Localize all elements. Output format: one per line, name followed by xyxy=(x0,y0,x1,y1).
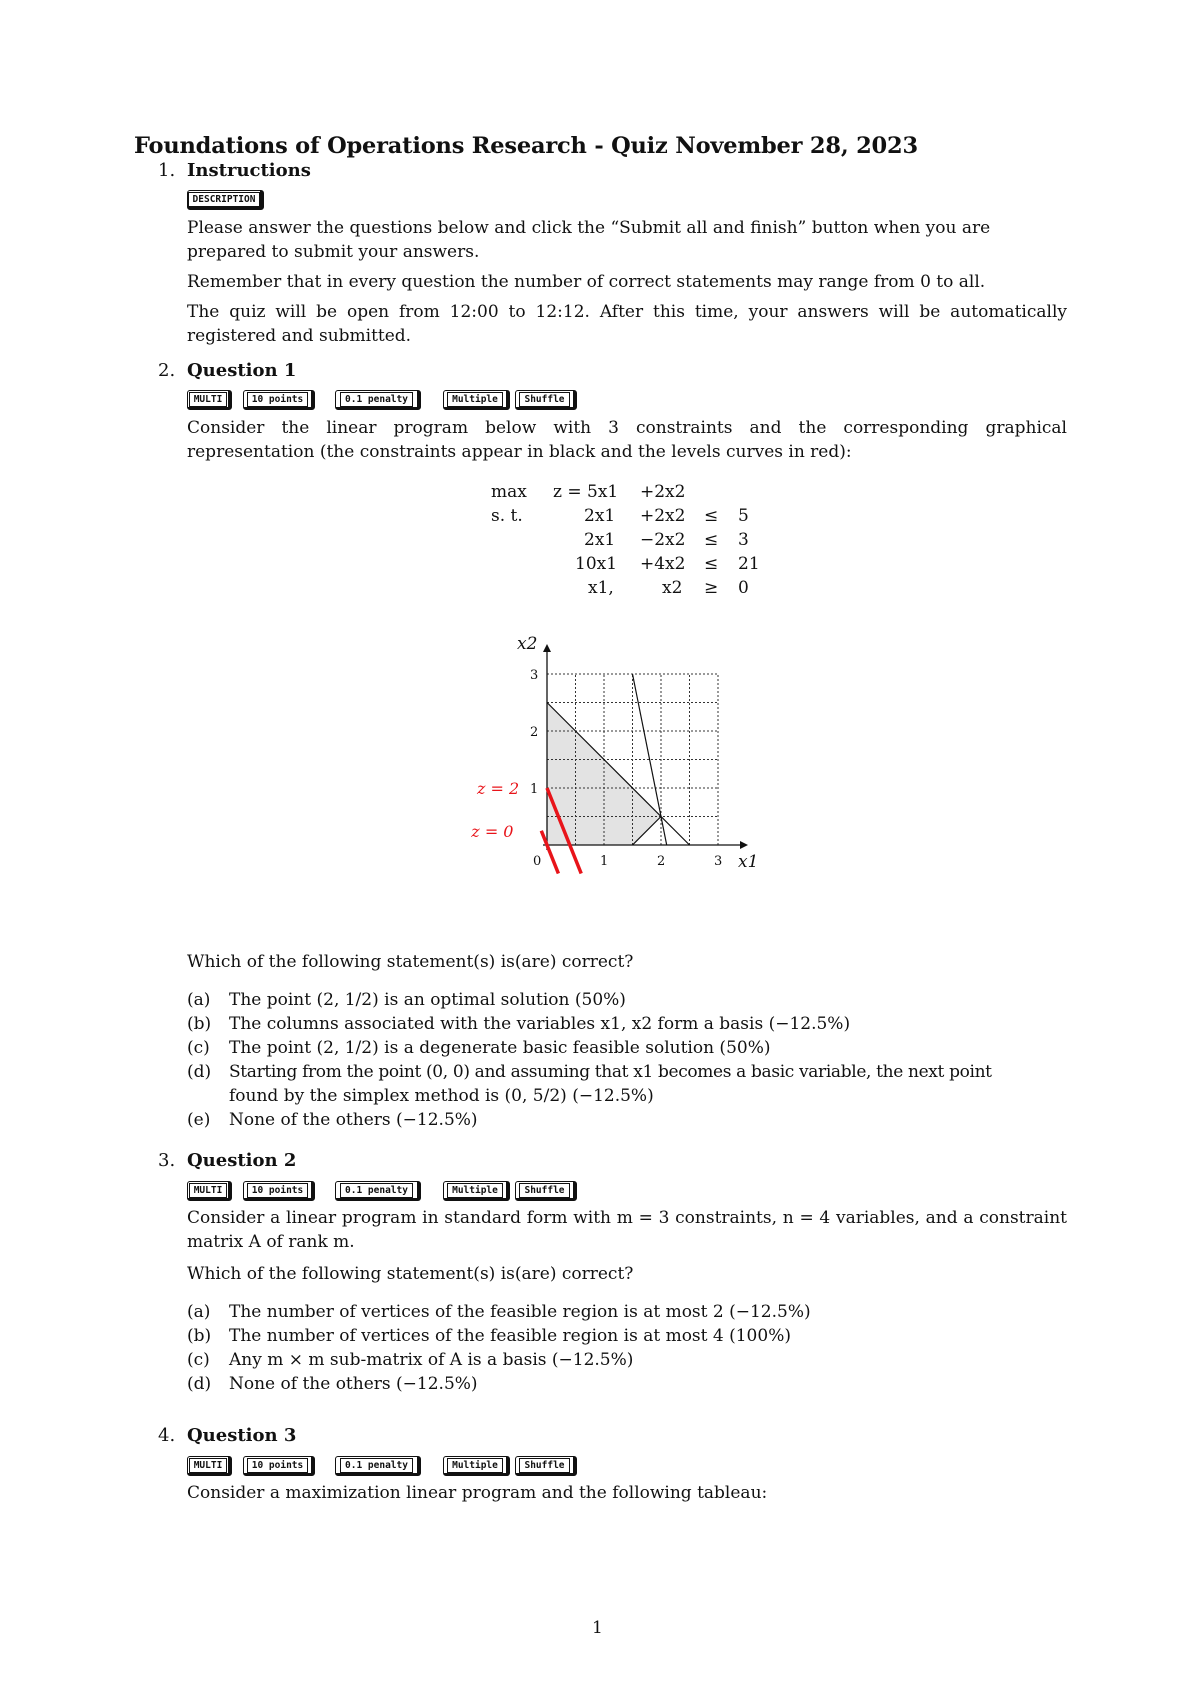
q1-option-b-label: (b) xyxy=(187,1014,212,1034)
q2-option-a xyxy=(187,1302,811,1322)
lp-row1-c2: +2x2 xyxy=(640,506,686,526)
page-title: Foundations of Operations Research - Quiz November 28, 2023 xyxy=(134,133,918,159)
type-badge-label: MULTI xyxy=(189,1458,228,1473)
question-1-prompt: Which of the following statement(s) is(are) correct? xyxy=(187,952,634,972)
lp-row4-rhs: 0 xyxy=(738,578,749,598)
penalty-badge xyxy=(335,1181,421,1201)
description-badge-label: DESCRIPTION xyxy=(188,192,261,207)
q1-option-c xyxy=(187,1038,771,1058)
q1-option-c-text: The point (2, 1/2) is a degenerate basic feasible solution (50%) xyxy=(229,1038,771,1058)
q1-option-e xyxy=(187,1110,478,1130)
lp-graphical-representation xyxy=(440,634,770,930)
shuffle-badge-label: Shuffle xyxy=(519,1458,569,1473)
lp-row3-c2: +4x2 xyxy=(640,554,686,574)
instructions-paragraph-2: Remember that in every question the number of correct statements may range from 0 to all. xyxy=(187,272,986,292)
y-axis-label: x2 xyxy=(517,634,538,654)
points-badge-label: 10 points xyxy=(247,1458,308,1473)
q2-option-c xyxy=(187,1350,634,1370)
type-badge xyxy=(187,1181,232,1201)
lp-row4-c1: x1, xyxy=(588,578,614,598)
q1-option-d-continued: found by the simplex method is (0, 5/2) (−12.5%) xyxy=(229,1086,654,1106)
penalty-badge xyxy=(335,1456,421,1476)
lp-st: s. t. xyxy=(491,506,523,526)
shuffle-badge-label: Shuffle xyxy=(519,1183,569,1198)
q1-option-d-label: (d) xyxy=(187,1062,212,1082)
section-1-title: Instructions xyxy=(187,160,311,181)
lp-row2-c1: 2x1 xyxy=(584,530,616,550)
points-badge-label: 10 points xyxy=(247,1183,308,1198)
multiple-badge-label: Multiple xyxy=(447,1458,503,1473)
q1-option-b xyxy=(187,1014,851,1034)
x-axis-label: x1 xyxy=(738,852,759,872)
q2-option-a-text: The number of vertices of the feasible region is at most 2 (−12.5%) xyxy=(229,1302,811,1322)
q1-option-d xyxy=(187,1062,992,1082)
instructions-paragraph-3: The quiz will be open from 12:00 to 12:12. After this time, your answers will be automatically registered and submitted. xyxy=(187,302,1067,346)
q1-option-d-text: Starting from the point (0, 0) and assuming that x1 becomes a basic variable, the next point xyxy=(229,1062,992,1082)
y-tick-label: 3 xyxy=(530,668,539,683)
question-1-intro: Consider the linear program below with 3 constraints and the corresponding graphical representation (the constraints appear in black and the levels curves in red): xyxy=(187,418,1067,462)
lp-row3-c1: 10x1 xyxy=(575,554,618,574)
q2-option-b-label: (b) xyxy=(187,1326,212,1346)
q2-option-a-label: (a) xyxy=(187,1302,211,1322)
q2-option-d-text: None of the others (−12.5%) xyxy=(229,1374,478,1394)
y-tick-label: 2 xyxy=(530,725,539,740)
shuffle-badge xyxy=(515,390,577,410)
x-tick-label: 3 xyxy=(714,854,723,869)
level-curve-label-2: z = 0 xyxy=(471,821,514,841)
lp-row0-c2: +2x2 xyxy=(640,482,686,502)
q1-option-e-label: (e) xyxy=(187,1110,211,1130)
section-3-number: 3. xyxy=(158,1150,176,1171)
x-axis-arrow xyxy=(740,841,748,849)
multiple-badge-label: Multiple xyxy=(447,1183,503,1198)
q2-option-c-label: (c) xyxy=(187,1350,210,1370)
question-2-prompt: Which of the following statement(s) is(are) correct? xyxy=(187,1264,634,1284)
multiple-badge xyxy=(443,1181,510,1201)
lp-row4-op: ≥ xyxy=(704,578,719,598)
lp-row3-op: ≤ xyxy=(704,554,719,574)
type-badge-label: MULTI xyxy=(189,392,228,407)
y-tick-label: 1 xyxy=(530,782,539,797)
q2-option-b xyxy=(187,1326,791,1346)
q1-option-c-label: (c) xyxy=(187,1038,210,1058)
section-1-number: 1. xyxy=(158,160,176,181)
lp-row1-op: ≤ xyxy=(704,506,719,526)
lp-row2-rhs: 3 xyxy=(738,530,749,550)
lp-row2-op: ≤ xyxy=(704,530,719,550)
q2-option-b-text: The number of vertices of the feasible region is at most 4 (100%) xyxy=(229,1326,791,1346)
type-badge xyxy=(187,1456,232,1476)
x-tick-label: 2 xyxy=(657,854,666,869)
page-number: 1 xyxy=(592,1618,603,1638)
x-tick-label: 1 xyxy=(600,854,609,869)
multiple-badge xyxy=(443,1456,510,1476)
penalty-badge-label: 0.1 penalty xyxy=(340,1183,413,1198)
question-3-intro: Consider a maximization linear program and the following tableau: xyxy=(187,1483,768,1503)
penalty-badge-label: 0.1 penalty xyxy=(340,1458,413,1473)
y-axis-arrow xyxy=(543,644,551,652)
q2-option-d-label: (d) xyxy=(187,1374,212,1394)
q1-option-b-text: The columns associated with the variables x1, x2 form a basis (−12.5%) xyxy=(229,1014,851,1034)
penalty-badge xyxy=(335,390,421,410)
points-badge xyxy=(243,1456,315,1476)
x-tick-label: 0 xyxy=(533,854,542,869)
multiple-badge-label: Multiple xyxy=(447,392,503,407)
q2-option-d xyxy=(187,1374,478,1394)
q1-option-a-text: The point (2, 1/2) is an optimal solution (50%) xyxy=(229,990,626,1010)
section-4-number: 4. xyxy=(158,1425,176,1446)
section-2-number: 2. xyxy=(158,360,176,381)
description-badge xyxy=(187,190,264,210)
points-badge xyxy=(243,1181,315,1201)
points-badge-label: 10 points xyxy=(247,392,308,407)
lp-row3-rhs: 21 xyxy=(738,554,760,574)
lp-max: max xyxy=(491,482,527,502)
q1-option-e-text: None of the others (−12.5%) xyxy=(229,1110,478,1130)
shuffle-badge-label: Shuffle xyxy=(519,392,569,407)
lp-row4-c2: x2 xyxy=(662,578,683,598)
instructions-paragraph-1: Please answer the questions below and click the “Submit all and finish” button when you are prepared to submit your answers. xyxy=(187,218,991,262)
section-2-title: Question 1 xyxy=(187,360,297,381)
lp-row1-c1: 2x1 xyxy=(584,506,616,526)
q2-option-c-text: Any m × m sub-matrix of A is a basis (−12.5%) xyxy=(229,1350,634,1370)
multiple-badge xyxy=(443,390,510,410)
shuffle-badge xyxy=(515,1181,577,1201)
lp-row2-c2: −2x2 xyxy=(640,530,686,550)
shuffle-badge xyxy=(515,1456,577,1476)
penalty-badge-label: 0.1 penalty xyxy=(340,392,413,407)
section-4-title: Question 3 xyxy=(187,1425,297,1446)
points-badge xyxy=(243,390,315,410)
q1-option-a xyxy=(187,990,626,1010)
type-badge-label: MULTI xyxy=(189,1183,228,1198)
section-3-title: Question 2 xyxy=(187,1150,297,1171)
q1-option-a-label: (a) xyxy=(187,990,211,1010)
lp-row0-c1: z = 5x1 xyxy=(553,482,619,502)
type-badge xyxy=(187,390,232,410)
lp-row1-rhs: 5 xyxy=(738,506,749,526)
question-2-intro: Consider a linear program in standard form with m = 3 constraints, n = 4 variables, and a constraint matrix A of rank m. xyxy=(187,1208,1067,1252)
level-curve-label-1: z = 2 xyxy=(477,779,520,798)
